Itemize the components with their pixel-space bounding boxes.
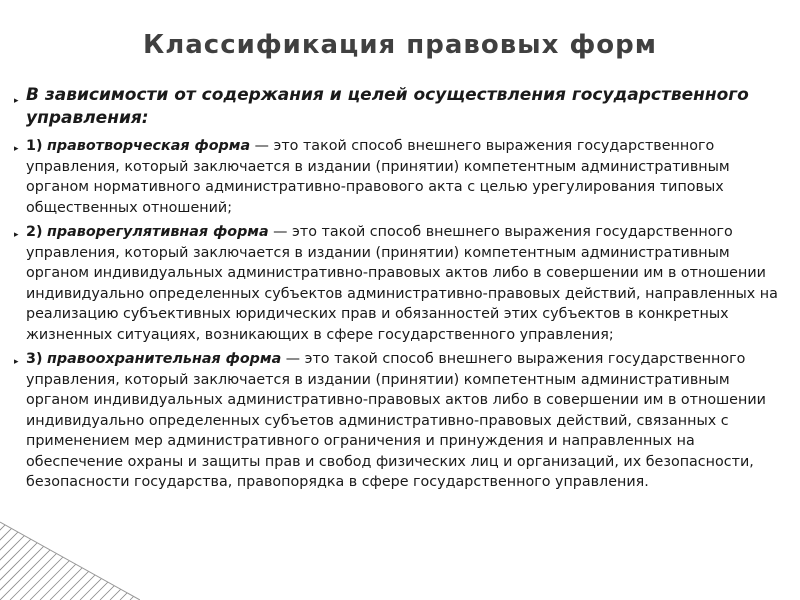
triangle-bullet-icon: ▸ [14, 230, 19, 240]
item-text: — это такой способ внешнего выражения государственного управления, который заключается в издании (принятии) компетентным административным органом нормативного административно-правового акта с целью урегулирования типовых общественных отношений; [26, 138, 730, 216]
triangle-bullet-icon: ▸ [14, 144, 19, 154]
item-term: правотворческая форма [47, 138, 251, 154]
list-item-2 [14, 222, 782, 345]
item-number: 1) [26, 138, 43, 154]
lead-text: В зависимости от содержания и целей осуществления государственного управления [26, 85, 749, 128]
item-term: правоохранительная форма [47, 351, 282, 367]
lead-bullet [14, 84, 782, 130]
lead-suffix: : [141, 108, 149, 128]
slide-content [14, 84, 782, 497]
hatched-corner-decoration [0, 510, 140, 600]
item-number: 3) [26, 351, 43, 367]
triangle-bullet-icon: ▸ [14, 96, 19, 106]
item-number: 2) [26, 224, 43, 240]
item-text: — это такой способ внешнего выражения государственного управления, который заключается в издании (принятии) компетентным административным органом индивидуальных административно-правовых актов либо в совершении им в отношении индивидуально определенных субъектов административно-правовых действий, направленных на реализацию субъективных юридических прав и обязанностей этих субъектов в конкретных жизненных ситуациях, возникающих в сфере государственного управления; [26, 224, 778, 343]
item-term: праворегулятивная форма [47, 224, 269, 240]
list-item-1 [14, 136, 782, 218]
item-text: — это такой способ внешнего выражения государственного управления, который заключается в издании (принятии) компетентным административным органом индивидуальных административно-правовых актов либо в совершении им в отношении индивидуально определенных субъетов административно-правовых действий, связанных с применением мер административного ограничения и принуждения и направленных на обеспечение охраны и защиты прав и свобод физических лиц и организаций, их безопасности, безопасности государства, правопорядка в сфере государственного управления. [26, 351, 766, 490]
list-item-3 [14, 349, 782, 493]
slide-title: Классификация правовых форм [142, 30, 658, 60]
triangle-bullet-icon: ▸ [14, 357, 19, 367]
